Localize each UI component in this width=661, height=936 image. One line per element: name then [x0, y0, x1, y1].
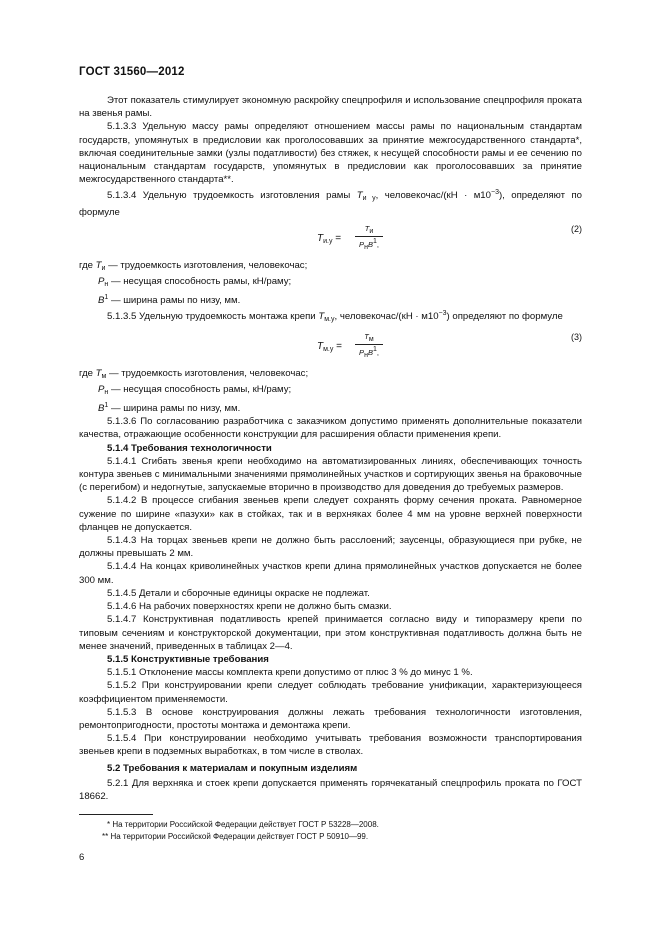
footnote-1: * На территории Российской Федерации действует ГОСТ Р 53228—2008. [107, 820, 379, 830]
formula-3: $Т_{м.у}$ = Тм РнВ1, (3) [317, 331, 582, 359]
paragraph-5-1-5-2: 5.1.5.2 При конструировании крепи следует соблюдать требование унификации, характеризующееся коэффициентом применяемости. [79, 680, 582, 705]
formula-2: $Т_{и.у}$ = Ти РнВ1, (2) [317, 223, 582, 251]
formula-2-fraction: Ти РнВ1, [355, 224, 383, 252]
paragraph-5-2-1: 5.2.1 Для верхняка и стоек крепи допускается применять горячекатаный спецпрофиль проката по ГОСТ 18662. [79, 777, 582, 802]
paragraph-5-1-5-1: 5.1.5.1 Отклонение массы комплекта крепи допустимо от плюс 3 % до минус 1 %. [107, 667, 473, 679]
where-line: $Р_н$ — несущая способность рамы, кН/раму; [98, 276, 292, 289]
formula-2-number: (2) [571, 223, 582, 234]
paragraph-5-1-4-7: 5.1.4.7 Конструктивная податливость крепей принимается согласно виду и типоразмеру крепи по типовым сечениям и конструкторской документации, при этом конструктивная податливость должна быть не менее значений, приведенных в таблицах 2—4. [79, 614, 582, 652]
footnote-2: ** На территории Российской Федерации действует ГОСТ Р 50910—99. [102, 832, 369, 842]
where-line: $В^1$ — ширина рамы по низу, мм. [98, 402, 241, 415]
where-line: $В^1$ — ширина рамы по низу, мм. [98, 294, 241, 307]
paragraph-5-1-3-5: 5.1.3.5 Удельную трудоемкость монтажа крепи $Т_{м.у}$, человекочас/(кН · $м10^{-3}$) определяют по формуле [107, 310, 563, 324]
paragraph-5-1-5-4: 5.1.5.4 При конструировании необходимо учитывать требования возможности транспортирования звеньев крепи в подземных выработках, в том числе в стволах. [79, 733, 582, 758]
paragraph-5-1-4-2: 5.1.4.2 В процессе сгибания звеньев крепи следует сохранять форму сечения проката. Равномерное сужение по ширине «пазухи» как в стойках, так и в верхняках более 4 мм на уровне верхней поверхности фланцев не допускается. [79, 495, 582, 533]
page-body [79, 94, 582, 843]
footnote-separator [79, 814, 153, 815]
page-header-standard: ГОСТ 31560—2012 [79, 66, 185, 78]
paragraph-5-1-4-6: 5.1.4.6 На рабочих поверхностях крепи не должно быть смазки. [107, 601, 392, 613]
paragraph-5-1-3-6: 5.1.3.6 По согласованию разработчика с заказчиком допустимо применять дополнительные показатели качества, отражающие особенности конструкции для расширения области применения крепи. [79, 416, 582, 441]
section-heading-5-1-5: 5.1.5 Конструктивные требования [107, 653, 269, 665]
paragraph-5-1-4-5: 5.1.4.5 Детали и сборочные единицы окраске не подлежат. [107, 587, 370, 599]
where-line: где $Т_и$ — трудоемкость изготовления, человекочас; [79, 259, 308, 272]
paragraph-5-1-3-4: 5.1.3.4 Удельную трудоемкость изготовления рамы $Т_{и у}$, человекочас/(кН · $м10^{-3}$), определяют по формуле [79, 189, 582, 218]
paragraph: Этот показатель стимулирует экономную раскройку спецпрофиля и использование спецпрофиля проката на звенья рамы. [79, 95, 582, 120]
paragraph-5-1-5-3: 5.1.5.3 В основе конструирования должны лежать требования технологичности изготовления, ремонтопригодности, простоты монтажа и демонтажа крепи. [79, 706, 582, 731]
section-heading-5-1-4: 5.1.4 Требования технологичности [107, 442, 272, 454]
paragraph-5-1-4-1: 5.1.4.1 Сгибать звенья крепи необходимо на автоматизированных линиях, обеспечивающих точность контура звеньев с минимальными значениями прямолинейных участков и сортирующих звенья на браковочные (с перегибом) и недогнутые, запускаемые вторично в производство для доведения до требуемых размеров. [79, 455, 582, 494]
formula-3-number: (3) [571, 331, 582, 342]
paragraph-5-1-4-3: 5.1.4.3 На торцах звеньев крепи не должно быть расслоений; заусенцы, образующиеся при рубке, не должны превышать 2 мм. [79, 535, 582, 560]
paragraph-5-1-4-4: 5.1.4.4 На концах криволинейных участков крепи длина прямолинейных участков допускается не более 300 мм. [79, 561, 582, 586]
formula-3-fraction: Тм РнВ1, [355, 332, 383, 360]
page-number: 6 [79, 852, 85, 863]
where-line: $Р_н$ — несущая способность рамы, кН/раму; [98, 383, 292, 396]
section-heading-5-2: 5.2 Требования к материалам и покупным изделиям [107, 762, 358, 774]
paragraph-5-1-3-3: 5.1.3.3 Удельную массу рамы определяют отношением массы рамы по национальным стандартам государств, упомянутых в предисловии как проголосовавших за принятие межгосударственного стандарта*, включая соединительные замки (узлы податливости) без стяжек, к несущей способности рамы и ее сечению по национальным стандартам государств, упомянутых в предисловии как проголосовавших за принятие межгосударственного стандарта**. [79, 121, 582, 186]
where-line: где $Т_м$ — трудоемкость изготовления, человекочас; [79, 367, 309, 380]
